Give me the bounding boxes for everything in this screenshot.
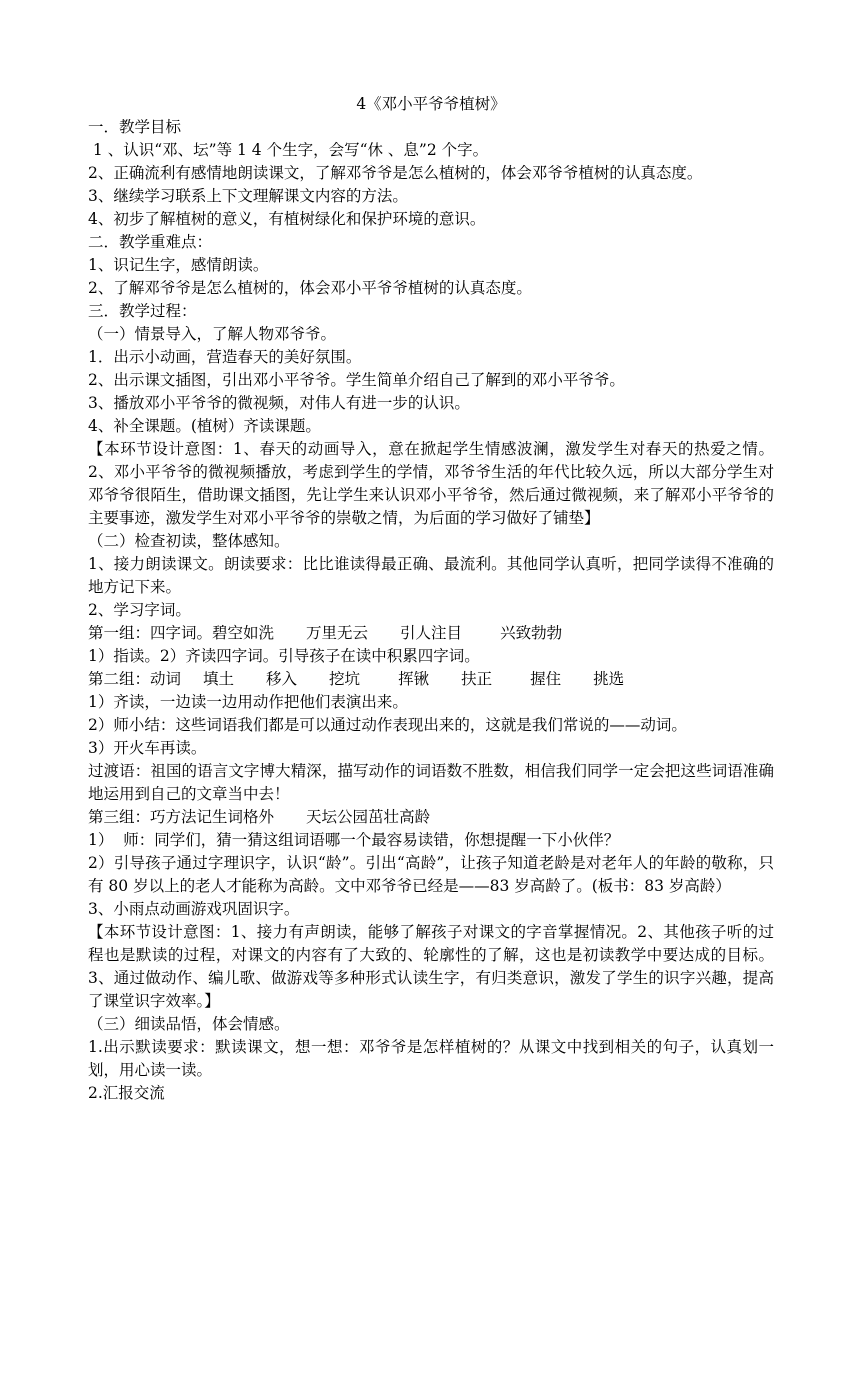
key-point-item: 1、识记生字，感情朗读。	[88, 256, 269, 274]
transition-paragraph: 过渡语：祖国的语言文字博大精深，描写动作的词语数不胜数，相信我们同学一定会把这些词语准确地运用到自己的文章当中去！	[88, 762, 774, 803]
word-group-3	[88, 806, 774, 829]
subsection-heading: （三）细读品悟，体会情感。	[88, 1015, 290, 1033]
process-step: 1.出示默读要求：默读课文，想一想：邓爷爷是怎样植树的？从课文中找到相关的句子，认真划一划，用心读一读。	[88, 1038, 774, 1079]
word: 扶正	[461, 670, 493, 688]
word: 挑选	[593, 670, 625, 688]
word: 挖坑	[329, 670, 361, 688]
subsection-heading: （一）情景导入，了解人物邓爷爷。	[88, 325, 337, 343]
key-point-item: 2、了解邓爷爷是怎么植树的，体会邓小平爷爷植树的认真态度。	[88, 279, 532, 297]
word-group-label: 第三组：巧方法记生词	[88, 808, 244, 826]
word-group-2	[88, 668, 774, 691]
process-step: 3、播放邓小平爷爷的微视频，对伟人有进一步的认识。	[88, 394, 470, 412]
section-heading-key-points: 二．教学重难点：	[88, 233, 213, 251]
word: 碧空如洗	[212, 624, 275, 642]
word-group-note: 2）引导孩子通过字理识字，认识“龄”。引出“高龄”，让孩子知道老龄是对老年人的年龄的敬称，只有 80 岁以上的老人才能称为高龄。文中邓爷爷已经是——83 岁高龄了。(板书：83 岁高龄）	[88, 854, 774, 895]
word: 挥锹	[398, 670, 430, 688]
goal-item: 3、继续学习联系上下文理解课文内容的方法。	[88, 187, 408, 205]
process-step: 2.汇报交流	[88, 1084, 165, 1102]
word-group-note: 1）齐读，一边读一边用动作把他们表演出来。	[88, 693, 408, 711]
design-intent-paragraph: 【本环节设计意图：1、春天的动画导入，意在掀起学生情感波澜，激发学生对春天的热爱之情。2、邓小平爷爷的微视频播放，考虑到学生的学情，邓爷爷生活的年代比较久远，所以大部分学生对邓爷爷很陌生，借助课文插图，先让学生来认识邓小平爷爷，然后通过微视频，来了解邓小平爷爷的主要事迹，激发学生对邓小平爷爷的崇敬之情，为后面的学习做好了铺垫】	[88, 440, 774, 527]
document-title: 4《邓小平爷爷植树》	[356, 95, 506, 113]
word-group-note: 1） 师：同学们，猜一猜这组词语哪一个最容易读错，你想提醒一下小伙伴？	[88, 831, 620, 849]
word: 万里无云	[306, 624, 369, 642]
word: 格外	[243, 808, 275, 826]
word-group-note: 2）师小结：这些词语我们都是可以通过动作表现出来的，这就是我们常说的——动词。	[88, 716, 687, 734]
goal-item: 4、初步了解植树的意义，有植树绿化和保护环境的意识。	[88, 210, 486, 228]
word-group-1	[88, 622, 774, 645]
process-step: 2、出示课文插图，引出邓小平爷爷。学生简单介绍自己了解到的邓小平爷爷。	[88, 371, 625, 389]
word: 茁壮	[368, 808, 400, 826]
word: 天坛公园	[306, 808, 369, 826]
word: 移入	[266, 670, 298, 688]
word: 填土	[203, 670, 235, 688]
goal-item: 1 、认识“邓、坛”等 1 4 个生字，会写“休 、息”2 个字。	[88, 141, 489, 159]
word-group-label: 第二组：动词	[88, 670, 182, 688]
word: 兴致勃勃	[500, 624, 563, 642]
subsection-heading: （二）检查初读，整体感知。	[88, 532, 290, 550]
process-step: 1．出示小动画，营造春天的美好氛围。	[88, 348, 362, 366]
word-group-note: 3）开火车再读。	[88, 739, 207, 757]
goal-item: 2、正确流利有感情地朗读课文，了解邓爷爷是怎么植树的，体会邓爷爷植树的认真态度。	[88, 164, 703, 182]
section-heading-goals: 一．教学目标	[88, 118, 182, 136]
process-step: 4、补全课题。(植树）齐读课题。	[88, 417, 321, 435]
word: 高龄	[399, 808, 431, 826]
word-group-note: 1）指读。2）齐读四字词。引导孩子在读中积累四字词。	[88, 647, 480, 665]
word-group-label: 第一组：四字词。	[88, 624, 213, 642]
word: 引人注目	[400, 624, 463, 642]
document-page	[88, 93, 774, 1105]
word: 握住	[530, 670, 562, 688]
process-step: 2、学习字词。	[88, 601, 191, 619]
section-heading-process: 三．教学过程：	[88, 302, 197, 320]
design-intent-paragraph: 【本环节设计意图：1、接力有声朗读，能够了解孩子对课文的字音掌握情况。2、其他孩子听的过程也是默读的过程，对课文的内容有了大致的、轮廓性的了解，这也是初读教学中要达成的目标。3、通过做动作、编儿歌、做游戏等多种形式认读生字，有归类意识，激发了学生的识字兴趣，提高了课堂识字效率。】	[88, 923, 774, 1010]
process-step: 3、小雨点动画游戏巩固识字。	[88, 900, 300, 918]
process-step: 1、接力朗读课文。朗读要求：比比谁读得最正确、最流利。其他同学认真听，把同学读得不准确的地方记下来。	[88, 555, 774, 596]
